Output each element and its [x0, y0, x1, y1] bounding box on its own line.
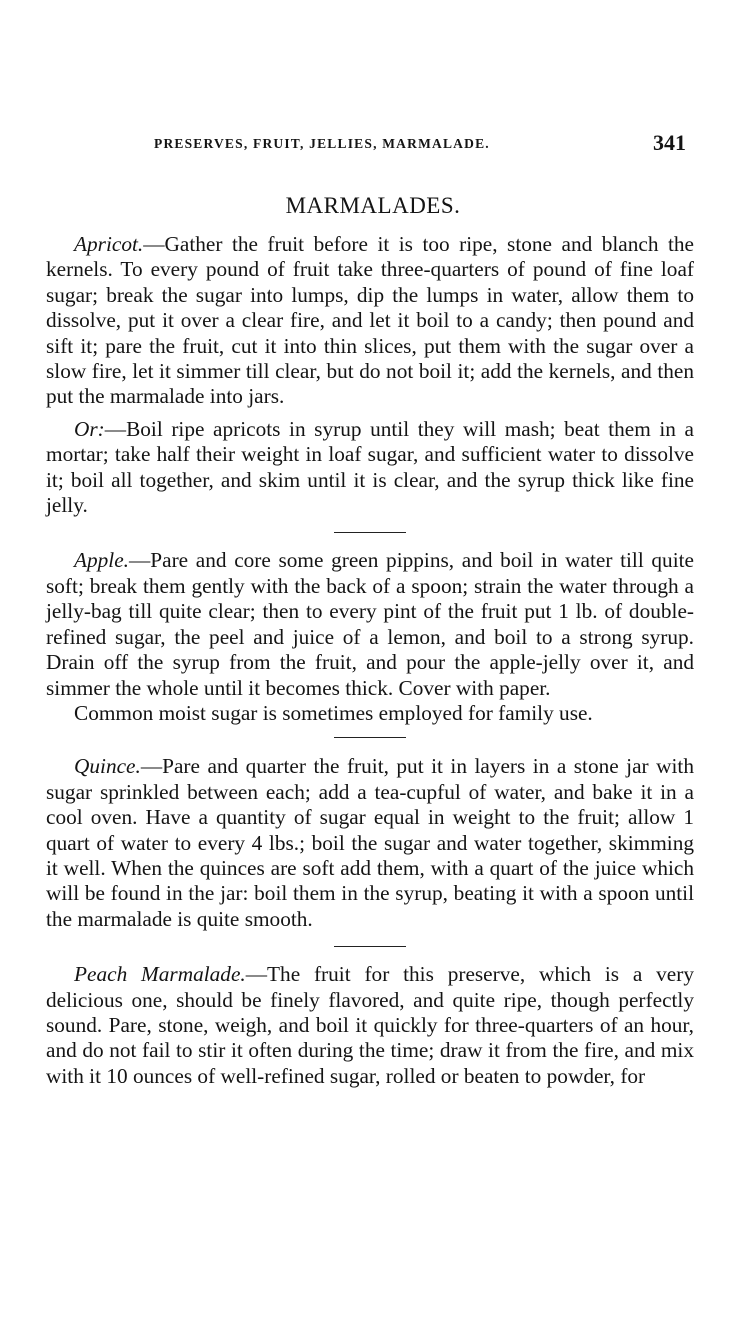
- text-apple: —Pare and core some green pippins, and boil in water till quite soft; break them gently with the back of a spoon; strain the water through a jelly-bag till quite clear; then to every pint of the fruit put 1 lb. of double-refined sugar, the peel and juice of a lemon, and boil to a strong syrup. Drain off the syrup from the fruit, and pour the apple-jelly over it, and simmer the whole until it becomes thick. Cover with paper.: [46, 548, 694, 700]
- paragraph-quince: [46, 754, 694, 932]
- page-number: 341: [653, 130, 686, 155]
- paragraph-apricot-or: [46, 417, 694, 519]
- text-apple-note: Common moist sugar is sometimes employed for family use.: [74, 700, 593, 725]
- book-page: [46, 0, 700, 1344]
- paragraph-peach: [46, 962, 694, 1089]
- running-head-title: PRESERVES, FRUIT, JELLIES, MARMALADE.: [154, 136, 490, 151]
- section-divider: [334, 532, 406, 533]
- text-peach: —The fruit for this preserve, which is a very delicious one, should be finely flavored, and quite ripe, though perfectly sound. Pare, stone, weigh, and boil it quickly for three-quarters of an hour, and do not fail to stir it often during the time; draw it from the fire, and mix with it 10 ounces of well-refined sugar, rolled or beaten to powder, for: [46, 962, 694, 1088]
- paragraph-apple: [46, 548, 694, 700]
- text-quince: —Pare and quarter the fruit, put it in layers in a stone jar with sugar sprinkled between each; add a tea-cupful of water, and bake it in a cool oven. Have a quantity of sugar equal in weight to the fruit; allow 1 quart of water to every 4 lbs.; boil the sugar and water together, skimming it well. When the quinces are soft add them, with a quart of the juice which will be found in the jar: boil them in the syrup, beating it with a spoon until the marmalade is quite smooth.: [46, 754, 694, 931]
- lead-peach: Peach Marmalade.: [74, 962, 246, 987]
- paragraph-apple-note: [46, 701, 694, 726]
- lead-quince: Quince.: [74, 754, 141, 779]
- lead-apricot: Apricot.: [74, 232, 144, 256]
- paragraph-apricot: [46, 232, 694, 410]
- lead-apple: Apple.: [74, 548, 129, 573]
- running-head: [46, 130, 700, 158]
- section-divider: [334, 946, 406, 947]
- section-divider: [334, 737, 406, 738]
- text-apricot: —Gather the fruit before it is too ripe, stone and blanch the kernels. To every pound of fruit take three-quarters of pound of fine loaf sugar; break the sugar into lumps, dip the lumps in water, allow them to dissolve, put it over a clear fire, and let it boil to a candy; then pound and sift it; pare the fruit, cut it into thin slices, put them with the sugar over a slow fire, let it simmer till clear, but do not boil it; add the kernels, and then put the marmalade into jars.: [46, 232, 694, 409]
- body-text: [46, 232, 694, 1089]
- lead-apricot-or: Or:: [74, 416, 105, 441]
- section-title: MARMALADES.: [285, 193, 461, 218]
- text-apricot-or: —Boil ripe apricots in syrup until they will mash; beat them in a mortar; take half their weight in loaf sugar, and sufficient water to dissolve it; boil all together, and skim until it is clear, and the syrup thick like fine jelly.: [46, 416, 694, 518]
